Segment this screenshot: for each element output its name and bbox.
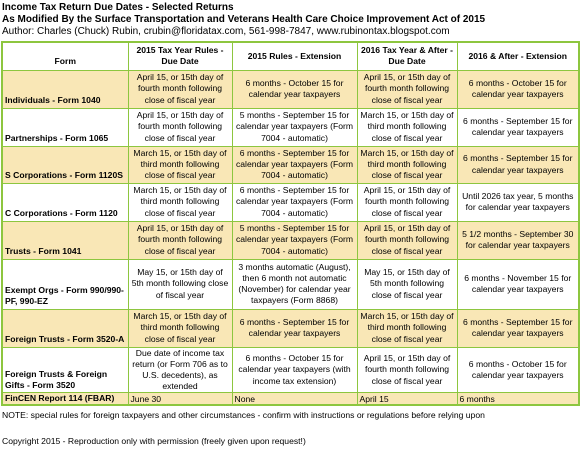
document-subtitle: As Modified By the Surface Transportation and Veterans Health Care Choice Improvement Act of 2015 [2,14,486,25]
form-cell: S Corporations - Form 1120S [2,146,128,183]
table-row [2,183,579,221]
due-date-2015-cell: May 15, or 15th day of 5th month following close of fiscal year [128,259,232,309]
form-cell: Foreign Trusts - Form 3520-A [2,309,128,347]
due-date-2016-cell: March 15, or 15th day of third month following close of fiscal year [357,309,457,347]
due-date-2016-cell: April 15, or 15th day of fourth month following close of fiscal year [357,70,457,108]
due-date-2015-cell: April 15, or 15th day of fourth month following close of fiscal year [128,70,232,108]
extension-2015-cell: None [232,393,357,406]
table-row [2,309,579,347]
due-dates-table [1,41,580,406]
column-header-2016-due-date: 2016 Tax Year & After - Due Date [357,42,457,70]
due-date-2015-cell: March 15, or 15th day of third month following close of fiscal year [128,183,232,221]
due-date-2016-cell: April 15, or 15th day of fourth month following close of fiscal year [357,347,457,393]
due-date-2015-cell: March 15, or 15th day of third month following close of fiscal year [128,309,232,347]
form-cell: Exempt Orgs - Form 990/990-PF, 990-EZ [2,259,128,309]
extension-2015-cell: 6 months - October 15 for calendar year taxpayers [232,70,357,108]
table-header-row [2,42,579,70]
table-row [2,347,579,393]
due-date-2016-cell: April 15 [357,393,457,406]
due-date-2016-cell: March 15, or 15th day of third month following close of fiscal year [357,108,457,146]
form-cell: Foreign Trusts & Foreign Gifts - Form 3520 [2,347,128,393]
due-date-2016-cell: March 15, or 15th day of third month following close of fiscal year [357,146,457,183]
table-row [2,221,579,259]
form-cell: C Corporations - Form 1120 [2,183,128,221]
column-header-2016-extension: 2016 & After - Extension [457,42,579,70]
form-cell: Partnerships - Form 1065 [2,108,128,146]
due-date-2015-cell: March 15, or 15th day of third month following close of fiscal year [128,146,232,183]
extension-2015-cell: 3 months automatic (August), then 6 month not automatic (November) for calendar year taxpayers (Form 8868) [232,259,357,309]
table-row [2,259,579,309]
extension-2015-cell: 6 months - September 15 for calendar year taxpayers [232,309,357,347]
column-header-2015-due-date: 2015 Tax Year Rules - Due Date [128,42,232,70]
table-row [2,393,579,406]
extension-2016-cell: 6 months - October 15 for calendar year taxpayers [457,70,579,108]
form-cell: FinCEN Report 114 (FBAR) [2,393,128,406]
extension-2016-cell: 6 months - November 15 for calendar year taxpayers [457,259,579,309]
copyright-notice: Copyright 2015 - Reproduction only with permission (freely given upon request!) [2,436,306,446]
due-date-2016-cell: April 15, or 15th day of fourth month following close of fiscal year [357,183,457,221]
form-cell: Individuals - Form 1040 [2,70,128,108]
due-date-2015-cell: April 15, or 15th day of fourth month following close of fiscal year [128,221,232,259]
due-date-2016-cell: May 15, or 15th day of 5th month following close of fiscal year [357,259,457,309]
extension-2015-cell: 6 months - October 15 for calendar year taxpayers (with income tax extension) [232,347,357,393]
table-row [2,70,579,108]
extension-2016-cell: 6 months [457,393,579,406]
column-header-form: Form [2,42,128,70]
due-date-2015-cell: Due date of income tax return (or Form 706 as to U.S. decedents), as extended [128,347,232,393]
author-line: Author: Charles (Chuck) Rubin, crubin@floridatax.com, 561-998-7847, www.rubinontax.blogspot.com [2,26,450,37]
extension-2016-cell: 6 months - September 15 for calendar year taxpayers [457,146,579,183]
extension-2015-cell: 6 months - September 15 for calendar year taxpayers (Form 7004 - automatic) [232,183,357,221]
extension-2015-cell: 6 months - September 15 for calendar year taxpayers (Form 7004 - automatic) [232,146,357,183]
table-row [2,108,579,146]
footnote: NOTE: special rules for foreign taxpayers and other circumstances - confirm with instructions or regulations before relying upon [2,410,485,420]
column-header-2015-extension: 2015 Rules - Extension [232,42,357,70]
document-title: Income Tax Return Due Dates - Selected Returns [2,2,234,13]
extension-2016-cell: 6 months - September 15 for calendar year taxpayers [457,309,579,347]
table-row [2,146,579,183]
form-cell: Trusts - Form 1041 [2,221,128,259]
extension-2016-cell: 6 months - October 15 for calendar year taxpayers [457,347,579,393]
due-date-2015-cell: April 15, or 15th day of fourth month following close of fiscal year [128,108,232,146]
extension-2016-cell: 5 1/2 months - September 30 for calendar year taxpayers [457,221,579,259]
extension-2015-cell: 5 months - September 15 for calendar year taxpayers (Form 7004 - automatic) [232,221,357,259]
extension-2016-cell: Until 2026 tax year, 5 months for calendar year taxpayers [457,183,579,221]
due-date-2016-cell: April 15, or 15th day of fourth month following close of fiscal year [357,221,457,259]
extension-2015-cell: 5 months - September 15 for calendar year taxpayers (Form 7004 - automatic) [232,108,357,146]
extension-2016-cell: 6 months - September 15 for calendar year taxpayers [457,108,579,146]
due-date-2015-cell: June 30 [128,393,232,406]
